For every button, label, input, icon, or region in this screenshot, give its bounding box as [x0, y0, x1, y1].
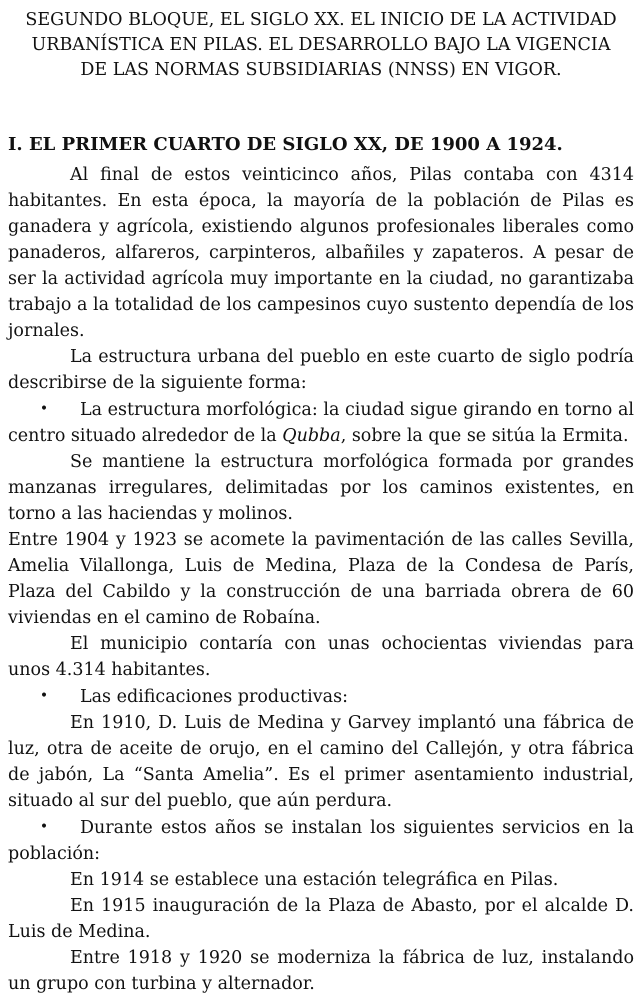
- paragraph-2: La estructura urbana del pueblo en este cuarto de siglo podría describirse de la siguiente forma:: [8, 347, 634, 393]
- bullet-3-text: Durante estos años se instalan los siguientes servicios en la población:: [8, 818, 634, 864]
- paragraph-8: En 1915 inauguración de la Plaza de Abasto, por el alcalde D. Luis de Medina.: [8, 896, 634, 942]
- paragraph-4: Entre 1904 y 1923 se acomete la pavimentación de las calles Sevilla, Amelia Vilallonga, Luis de Medina, Plaza de la Condesa de París, Plaza del Cabildo y la construcción de una barriada obrera de 60 viviendas en el camino de Robaína.: [8, 530, 634, 628]
- bullet-item-2: [8, 683, 634, 710]
- chapter-heading: SEGUNDO BLOQUE, EL SIGLO XX. EL INICIO DE LA ACTIVIDAD URBANÍSTICA EN PILAS. EL DESARROLLO BAJO LA VIGENCIA DE LAS NORMAS SUBSIDIARIAS (NNSS) EN VIGOR.: [25, 10, 617, 80]
- bullet-icon: •: [39, 819, 49, 835]
- bullet-1-text-a: La estructura morfológica: la ciudad sigue girando en torno al centro situado alrededor de la: [8, 400, 634, 446]
- document-page: [0, 8, 644, 995]
- bullet-item-1: [8, 396, 634, 449]
- bullet-2-text: Las edificaciones productivas:: [80, 687, 348, 707]
- paragraph-7: En 1914 se establece una estación telegráfica en Pilas.: [70, 870, 559, 890]
- bullet-item-3: [8, 814, 634, 867]
- bullet-icon: •: [39, 401, 49, 417]
- paragraph-6: En 1910, D. Luis de Medina y Garvey implantó una fábrica de luz, otra de aceite de orujo, en el camino del Callejón, y otra fábrica de jabón, La “Santa Amelia”. Es el primer asentamiento industrial, situado al sur del pueblo, que aún perdura.: [8, 713, 634, 811]
- bullet-1-emphasis: Qubba: [282, 426, 341, 446]
- bullet-icon: •: [39, 688, 49, 704]
- section-title: I. EL PRIMER CUARTO DE SIGLO XX, DE 1900 A 1924.: [8, 134, 563, 155]
- paragraph-5: El municipio contaría con unas ochocientas viviendas para unos 4.314 habitantes.: [8, 634, 634, 680]
- paragraph-9: Entre 1918 y 1920 se moderniza la fábrica de luz, instalando un grupo con turbina y alternador.: [8, 948, 634, 994]
- bullet-1-text-b: , sobre la que se sitúa la Ermita.: [340, 426, 629, 446]
- paragraph-3: Se mantiene la estructura morfológica formada por grandes manzanas irregulares, delimitadas por los caminos existentes, en torno a las haciendas y molinos.: [8, 452, 634, 524]
- paragraph-1: Al final de estos veinticinco años, Pilas contaba con 4314 habitantes. En esta época, la mayoría de la población de Pilas es ganadera y agrícola, existiendo algunos profesionales liberales como panaderos, alfareros, carpinteros, albañiles y zapateros. A pesar de ser la actividad agrícola muy importante en la ciudad, no garantizaba trabajo a la totalidad de los campesinos cuyo sustento dependía de los jornales.: [8, 165, 634, 341]
- body-text: [8, 162, 634, 997]
